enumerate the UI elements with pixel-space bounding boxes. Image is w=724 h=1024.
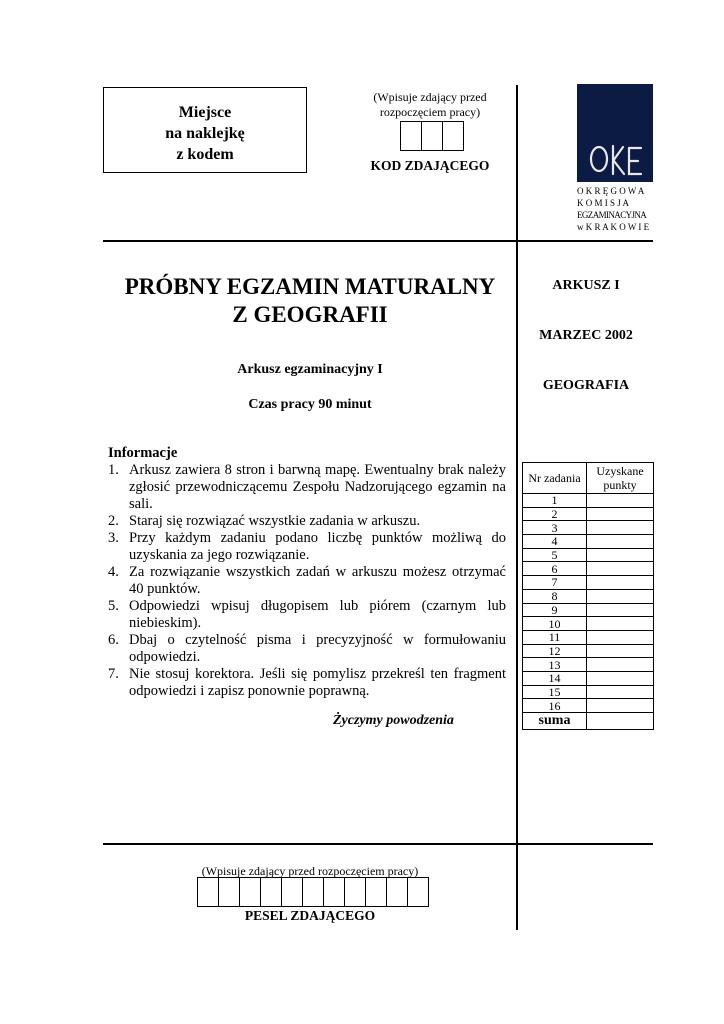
sum-cell[interactable] [587,713,654,730]
good-luck-text: Życzymy powodzenia [333,713,454,728]
task-number: 12 [523,644,587,658]
points-cell[interactable] [587,494,654,508]
task-number: 6 [523,562,587,576]
exam-title [103,273,517,329]
task-number: 7 [523,576,587,590]
points-header-line-2: punkty [603,478,637,492]
points-cell[interactable] [587,671,654,685]
item-number: 7. [108,666,119,682]
pesel-box[interactable] [345,878,366,906]
code-box[interactable] [422,122,443,150]
item-text: Staraj się rozwiązać wszystkie zadania w arkuszu. [129,513,421,529]
information-section [108,445,506,700]
list-item [108,598,506,632]
list-item [108,513,506,530]
code-boxes[interactable] [400,121,464,151]
code-box[interactable] [443,122,463,150]
task-number: 3 [523,521,587,535]
task-number: 13 [523,658,587,672]
item-number: 6. [108,632,119,648]
code-note [350,90,510,120]
list-item [108,666,506,700]
points-cell[interactable] [587,535,654,549]
score-table [522,462,654,730]
item-text: Za rozwiązanie wszystkich zadań w arkuszu możesz otrzymać 40 punktów. [129,564,506,597]
sticker-placeholder-box [103,87,307,173]
sticker-line-3: z kodem [176,146,234,163]
item-text: Odpowiedzi wpisuj długopisem lub piórem (czarnym lub niebieskim). [129,598,506,631]
pesel-box[interactable] [366,878,387,906]
top-rule [103,240,653,242]
title-line-2: Z GEOGRAFII [232,302,388,327]
vertical-divider [516,85,518,930]
points-cell[interactable] [587,576,654,590]
item-text: Dbaj o czytelność pisma i precyzyjność w formułowaniu odpowiedzi. [129,632,506,665]
code-label: KOD ZDAJĄCEGO [370,158,490,173]
task-number: 2 [523,507,587,521]
pesel-note: (Wpisuje zdający przed rozpoczęciem pracy) [201,864,419,878]
item-number: 2. [108,513,119,529]
column-header-points [587,463,654,494]
exam-time: Czas pracy 90 minut [248,397,372,412]
task-number: 1 [523,494,587,508]
oke-line-4: w K R A K O W I E [577,222,650,232]
item-text: Przy każdym zadaniu podano liczbę punktów możliwą do uzyskania za jego rozwiązanie. [129,530,506,563]
code-note-line-1: (Wpisuje zdający przed [373,90,487,104]
item-text: Arkusz zawiera 8 stron i barwną mapę. Ewentualny brak należy zgłosić przewodniczącemu Zespołu Nadzorującego egzamin na sali. [129,462,506,512]
pesel-box[interactable] [303,878,324,906]
points-cell[interactable] [587,521,654,535]
list-item [108,564,506,598]
task-number: 10 [523,617,587,631]
oke-logo [577,84,653,182]
code-note-line-2: rozpoczęciem pracy) [379,105,481,119]
oke-line-1: O K R Ę G O W A [577,186,645,196]
sticker-line-1: Miejsce [178,104,232,121]
pesel-box[interactable] [408,878,428,906]
oke-line-2: K O M I S J A [577,198,630,208]
information-list [108,462,506,700]
task-number: 8 [523,589,587,603]
points-cell[interactable] [587,685,654,699]
task-number: 4 [523,535,587,549]
task-number: 11 [523,630,587,644]
task-number: 14 [523,671,587,685]
information-heading: Informacje [108,445,178,461]
title-line-1: PRÓBNY EGZAMIN MATURALNY [124,274,496,299]
oke-line-3: EGZAMINACYJNA [577,210,647,220]
points-cell[interactable] [587,699,654,713]
list-item [108,462,506,513]
pesel-box[interactable] [198,878,219,906]
code-box[interactable] [401,122,422,150]
pesel-box[interactable] [261,878,282,906]
points-cell[interactable] [587,589,654,603]
oke-name [577,185,655,233]
item-text: Nie stosuj korektora. Jeśli się pomylisz przekreśl ten fragment odpowiedzi i zapisz ponownie poprawną. [129,666,506,699]
item-number: 5. [108,598,119,614]
points-cell[interactable] [587,562,654,576]
pesel-box[interactable] [387,878,408,906]
points-cell[interactable] [587,603,654,617]
list-item [108,632,506,666]
bottom-rule [103,843,653,845]
subject-label: GEOGRAFIA [542,378,630,393]
points-cell[interactable] [587,548,654,562]
pesel-box[interactable] [324,878,345,906]
list-item [108,530,506,564]
task-number: 16 [523,699,587,713]
column-header-task-number: Nr zadania [523,463,587,494]
oke-logo-icon [577,84,653,182]
points-cell[interactable] [587,630,654,644]
pesel-box[interactable] [219,878,240,906]
item-number: 1. [108,462,119,478]
task-number: 15 [523,685,587,699]
item-number: 4. [108,564,119,580]
pesel-box[interactable] [240,878,261,906]
points-cell[interactable] [587,507,654,521]
points-cell[interactable] [587,644,654,658]
points-header-line-1: Uzyskane [596,464,644,478]
pesel-boxes[interactable] [197,877,429,907]
pesel-box[interactable] [282,878,303,906]
sticker-line-2: na naklejkę [165,125,245,142]
task-number: 5 [523,548,587,562]
pesel-label: PESEL ZDAJĄCEGO [244,908,376,923]
exam-date: MARZEC 2002 [539,328,633,343]
task-number: 9 [523,603,587,617]
sheet-label: ARKUSZ I [552,278,620,293]
exam-subtitle: Arkusz egzaminacyjny I [237,362,383,377]
points-cell[interactable] [587,658,654,672]
sum-label: suma [523,713,587,730]
item-number: 3. [108,530,119,546]
points-cell[interactable] [587,617,654,631]
